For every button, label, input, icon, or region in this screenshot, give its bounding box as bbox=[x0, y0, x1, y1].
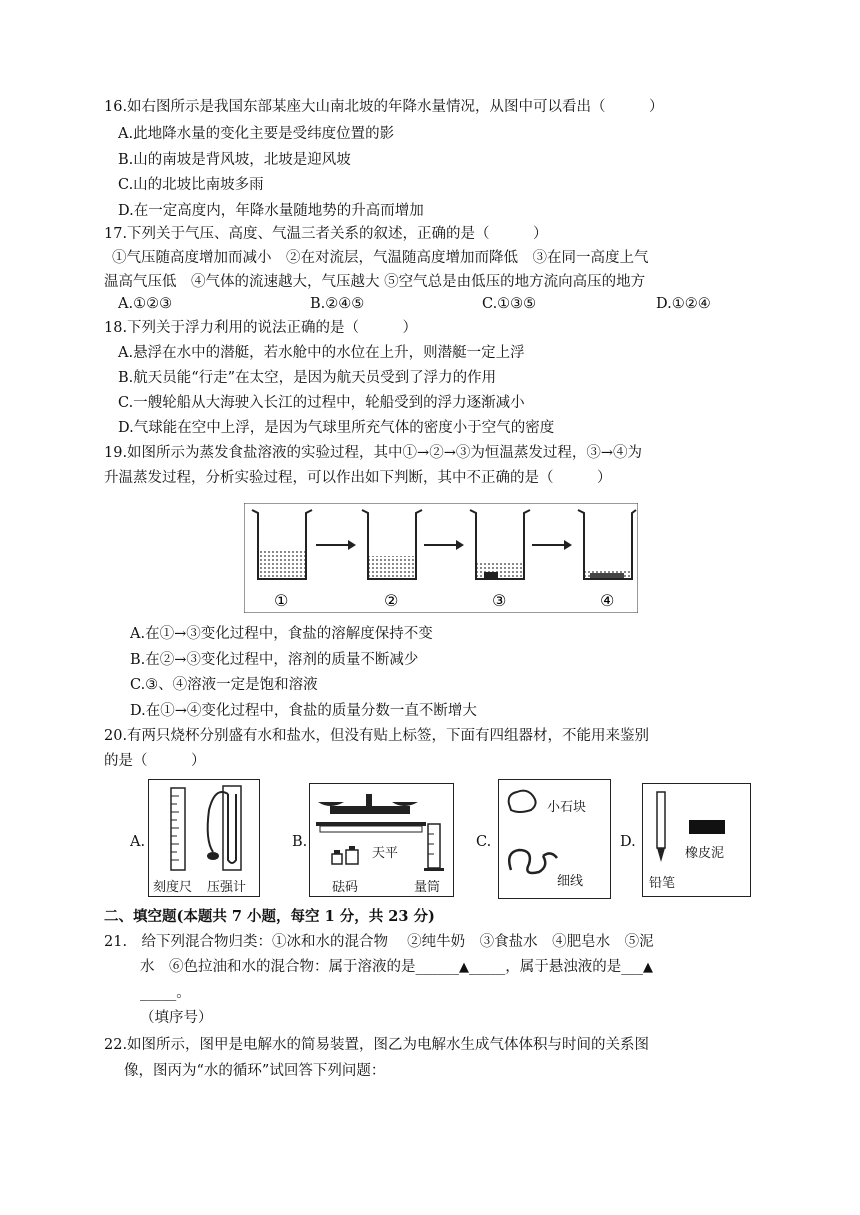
beaker-label-1: ① bbox=[274, 591, 289, 610]
q16-option-c: C.山的北坡比南坡多雨 bbox=[118, 177, 264, 193]
q21-line2 bbox=[140, 957, 653, 978]
beaker-label-3: ③ bbox=[492, 591, 507, 610]
q16-option-a: A.此地降水量的变化主要是受纬度位置的影 bbox=[118, 126, 395, 142]
balance-label: 天平 bbox=[372, 846, 399, 861]
q19-option-a: A.在①→③变化过程中，食盐的溶解度保持不变 bbox=[130, 626, 433, 642]
section-2-heading: 二、填空题(本题共 7 小题，每空 1 分，共 23 分) bbox=[104, 908, 435, 925]
q22-line2: 像，图丙为“水的循环”试回答下列问题： bbox=[124, 1063, 386, 1079]
q17-option-b: B.②④⑤ bbox=[310, 296, 365, 312]
q21-note: （填序号） bbox=[140, 1010, 213, 1026]
plasticine-label: 橡皮泥 bbox=[685, 846, 725, 861]
q19-stem-line1: 19.如图所示为蒸发食盐溶液的实验过程，其中①→②→③为恒温蒸发过程，③→④为 bbox=[104, 445, 643, 461]
q20-option-c-letter: C. bbox=[476, 834, 492, 850]
q20-option-c-figure bbox=[498, 779, 611, 899]
answer-blank-2a[interactable]: ___ bbox=[621, 959, 643, 975]
q19-stem-line2: 升温蒸发过程，分析实验过程，可以作出如下判断，其中不正确的是（ ） bbox=[104, 470, 612, 486]
q20-option-b-letter: B. bbox=[292, 834, 308, 850]
triangle-marker-icon: ▲ bbox=[643, 960, 653, 975]
salt-crystals-icon bbox=[484, 572, 498, 579]
q17-stem: 17.下列关于气压、高度、气温三者关系的叙述，正确的是（ ） bbox=[104, 226, 548, 242]
q20-option-a-figure bbox=[148, 779, 260, 897]
q20-option-a-letter: A. bbox=[130, 834, 146, 850]
q18-option-b: B.航天员能“行走”在太空，是因为航天员受到了浮力的作用 bbox=[118, 370, 497, 386]
beaker-label-4: ④ bbox=[600, 591, 615, 610]
q17-option-d: D.①②④ bbox=[656, 296, 711, 312]
manometer-label: 压强计 bbox=[207, 880, 247, 895]
string-label: 细线 bbox=[557, 874, 584, 889]
weights-label: 砝码 bbox=[332, 880, 359, 895]
q18-stem: 18.下列关于浮力利用的说法正确的是（ ） bbox=[104, 320, 418, 336]
q22-line1: 22.如图所示，图甲是电解水的简易装置，图乙为电解水生成气体体积与时间的关系图 bbox=[104, 1037, 650, 1053]
q19-option-c: C.③、④溶液一定是饱和溶液 bbox=[130, 677, 318, 693]
q19-option-b: B.在②→③变化过程中，溶剂的质量不断减少 bbox=[130, 652, 419, 668]
q20-option-b-figure bbox=[309, 783, 454, 897]
answer-blank-2b[interactable]: _____。 bbox=[140, 985, 191, 1001]
q18-option-a: A.悬浮在水中的潜艇，若水舱中的水位在上升，则潜艇一定上浮 bbox=[118, 345, 525, 361]
beaker-label-2: ② bbox=[384, 591, 399, 610]
ruler-label: 刻度尺 bbox=[153, 880, 193, 895]
q17-option-c: C.①③⑤ bbox=[482, 296, 537, 312]
q20-option-d-figure bbox=[642, 783, 751, 897]
q16-option-d: D.在一定高度内，年降水量随地势的升高而增加 bbox=[118, 203, 424, 219]
stone-label: 小石块 bbox=[547, 800, 587, 815]
q16-option-b: B.山的南坡是背风坡，北坡是迎风坡 bbox=[118, 152, 351, 168]
pencil-label: 铅笔 bbox=[649, 876, 676, 891]
q20-stem-line2: 的是（ ） bbox=[104, 753, 206, 769]
answer-blank-1a[interactable]: ______ bbox=[415, 959, 459, 975]
answer-blank-1b[interactable]: _____ bbox=[469, 959, 506, 975]
q16-stem: 16.如右图所示是我国东部某座大山南北坡的年降水量情况，从图中可以看出（ ） bbox=[104, 99, 664, 115]
q21-line1: 21. 给下列混合物归类：①冰和水的混合物 ②纯牛奶 ③食盐水 ④肥皂水 ⑤泥 bbox=[104, 934, 654, 950]
q17-option-a: A.①②③ bbox=[118, 296, 173, 312]
beaker-evaporation-figure bbox=[244, 503, 638, 613]
triangle-marker-icon: ▲ bbox=[459, 960, 469, 975]
q18-option-d: D.气球能在空中上浮，是因为气球里所充气体的密度小于空气的密度 bbox=[118, 420, 555, 436]
q21-line2-text-b: ，属于悬浊液的是 bbox=[505, 959, 622, 975]
q19-option-d: D.在①→④变化过程中，食盐的质量分数一直不断增大 bbox=[130, 703, 477, 719]
q21-line2-text-a: 水 ⑥色拉油和水的混合物：属于溶液的是 bbox=[140, 959, 416, 975]
cylinder-label: 量筒 bbox=[414, 880, 441, 895]
q20-option-d-letter: D. bbox=[620, 834, 636, 850]
q18-option-c: C.一艘轮船从大海驶入长江的过程中，轮船受到的浮力逐渐减小 bbox=[118, 395, 525, 411]
q17-items-line2: 温高气压低 ④气体的流速越大，气压越大 ⑤空气总是由低压的地方流向高压的地方 bbox=[104, 274, 646, 290]
q17-items-line1: ①气压随高度增加而减小 ②在对流层，气温随高度增加而降低 ③在同一高度上气 bbox=[112, 250, 649, 266]
q20-stem-line1: 20.有两只烧杯分别盛有水和盐水，但没有贴上标签，下面有四组器材，不能用来鉴别 bbox=[104, 728, 650, 744]
